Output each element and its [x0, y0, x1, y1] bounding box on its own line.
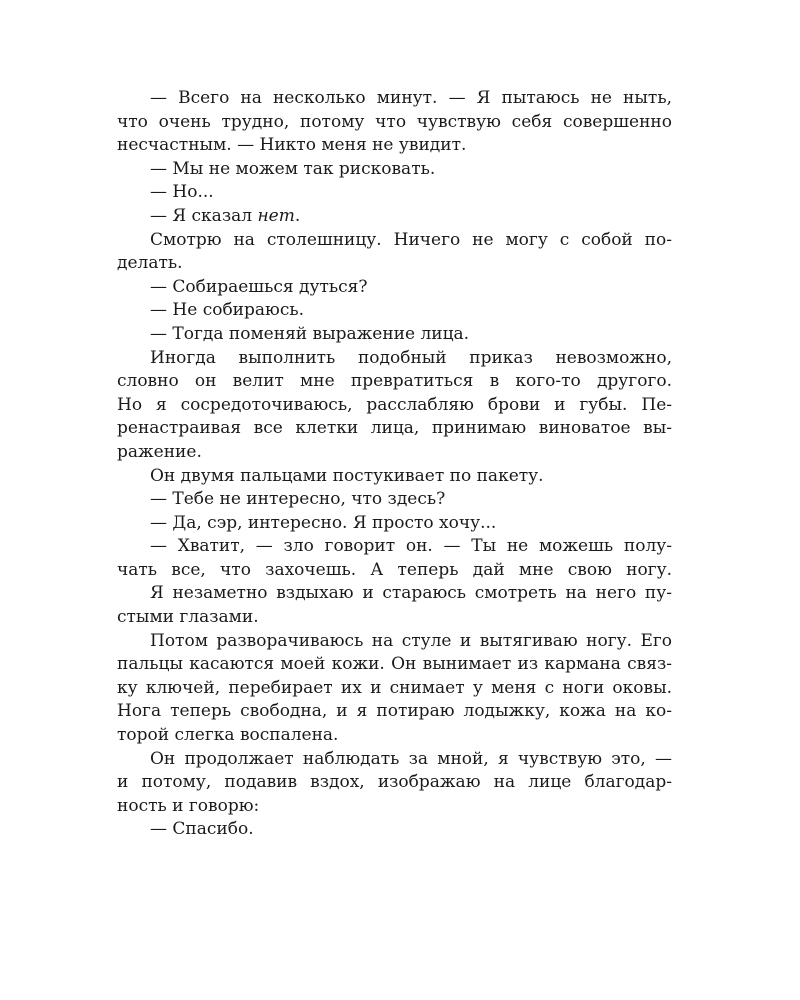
text-line: торой слегка воспалена. [117, 725, 339, 746]
text-line: Иногда выполнить подобный приказ невозможно, [150, 347, 672, 368]
text-line-end: . [294, 205, 301, 226]
text-line: ражение. [117, 441, 202, 462]
emphasized-word: нет [257, 205, 295, 226]
text-line: — Тогда поменяй выражение лица. [150, 323, 470, 344]
text-line: Смотрю на столешницу. Ничего не могу с собой по- [150, 229, 672, 250]
page-text [117, 87, 672, 842]
text-line: словно он велит мне превратиться в кого-то другого. [117, 371, 672, 392]
text-line: Он двумя пальцами постукивает по пакету. [150, 465, 544, 486]
text-line: чать все, что захочешь. А теперь дай мне свою ногу. [117, 559, 672, 580]
text-line: пальцы касаются моей кожи. Он вынимает из кармана связ- [117, 654, 672, 675]
text-line: — Собираешься дуться? [150, 276, 368, 297]
text-line: Я незаметно вздыхаю и стараюсь смотреть на него пу- [150, 583, 672, 604]
text-line: — Спасибо. [150, 819, 254, 840]
text-line: стыми глазами. [117, 607, 259, 628]
text-line: Он продолжает наблюдать за мной, я чувствую это, — [150, 748, 672, 769]
text-line: ность и говорю: [117, 795, 260, 816]
text-line: Но я сосредоточиваюсь, расслабляю брови и губы. Пе- [117, 394, 672, 415]
text-line: Потом разворачиваюсь на стуле и вытягиваю ногу. Его [150, 630, 672, 651]
text-line: — Хватит, — зло говорит он. — Ты не можешь полу- [150, 536, 672, 557]
text-line: — Всего на несколько минут. — Я пытаюсь не ныть, [150, 88, 672, 108]
text-line: делать. [117, 253, 183, 274]
text-line: — Тебе не интересно, что здесь? [150, 489, 446, 510]
text-line-with-emphasis [117, 205, 672, 229]
text-line: и потому, подавив вздох, изображаю на лице благодар- [117, 772, 672, 793]
text-line: что очень трудно, потому что чувствую себя совершенно [117, 111, 672, 132]
text-line: ку ключей, перебирает их и снимает у меня с ноги оковы. [117, 677, 672, 698]
text-line: — Да, сэр, интересно. Я просто хочу... [150, 512, 497, 533]
text-line: несчастным. — Никто меня не увидит. [117, 135, 467, 156]
text-line: — Мы не можем так рисковать. [150, 158, 436, 179]
text-line: — Не собираюсь. [150, 300, 305, 321]
text-line: Нога теперь свободна, и я потираю лодыжку, кожа на ко- [117, 701, 672, 722]
text-line: ренастраивая все клетки лица, принимаю виноватое вы- [117, 418, 672, 439]
text-line-start: — Я сказал [150, 205, 253, 226]
text-line: — Но... [150, 182, 214, 203]
